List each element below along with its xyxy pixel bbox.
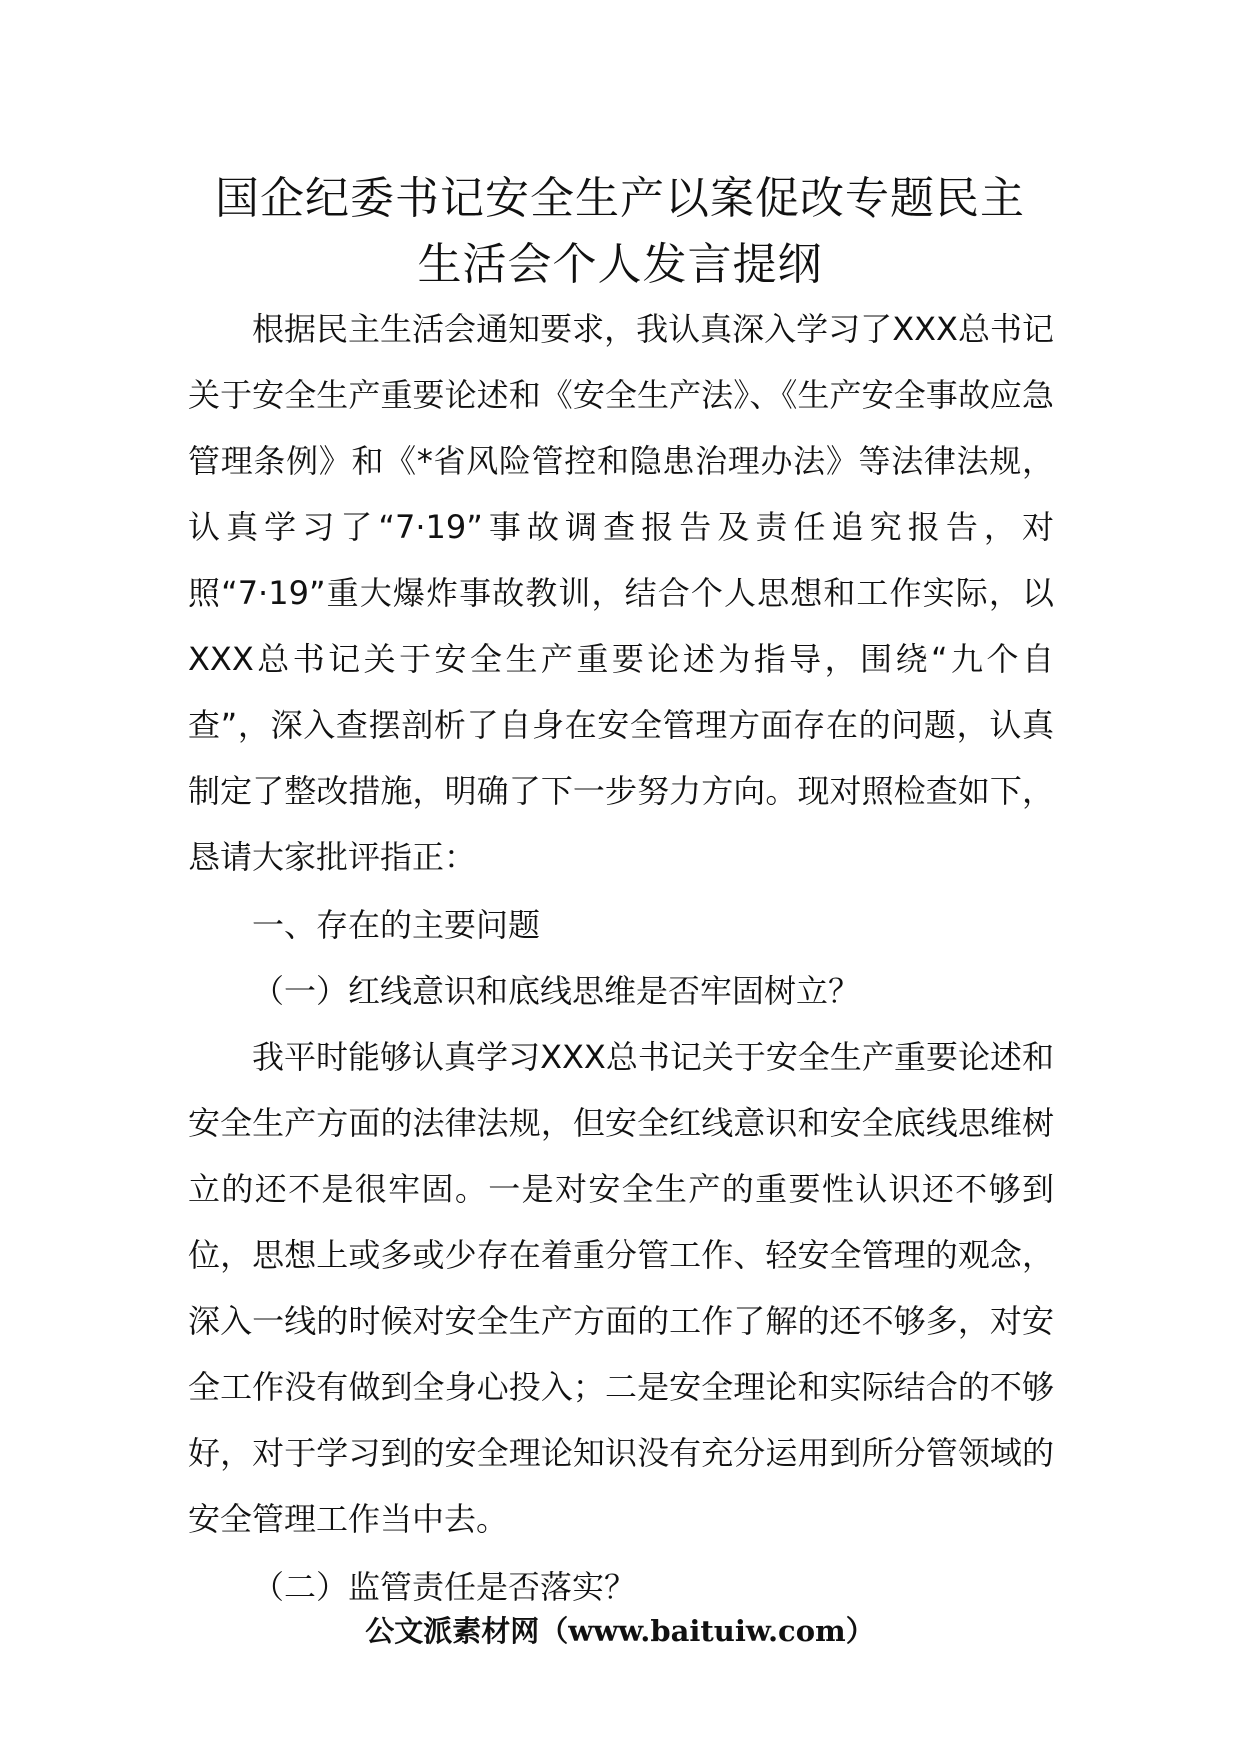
- document-title-line-1: 国企纪委书记安全生产以案促改专题民主: [215, 173, 1025, 224]
- intro-paragraph: 根据民主生活会通知要求，我认真深入学习了XXX总书记关于安全生产重要论述和《安全生产法》、《生产安全事故应急管理条例》和《*省风险管控和隐患治理办法》等法律法规，认真学习了“7·19”事故调查报告及责任追究报告，对照“7·19”重大爆炸事故教训，结合个人思想和工作实际，以XXX总书记关于安全生产重要论述为指导，围绕“九个自查”，深入查摆剖析了自身在安全管理方面存在的问题，认真制定了整改措施，明确了下一步努力方向。现对照检查如下，恳请大家批评指正：: [188, 310, 1054, 876]
- subsection-heading-1: （一）红线意识和底线思维是否牢固树立？: [252, 972, 861, 1010]
- subsection-1-paragraph: 我平时能够认真学习XXX总书记关于安全生产重要论述和安全生产方面的法律法规，但安全红线意识和安全底线思维树立的还不是很牢固。一是对安全生产的重要性认识还不够到位，思想上或多或少存在着重分管工作、轻安全管理的观念，深入一线的时候对安全生产方面的工作了解的还不够多，对安全工作没有做到全身心投入；二是安全理论和实际结合的不够好，对于学习到的安全理论知识没有充分运用到所分管领域的安全管理工作当中去。: [188, 1038, 1054, 1538]
- document-body: [188, 296, 1054, 1620]
- document-title-line-2: 生活会个人发言提纲: [417, 239, 823, 290]
- subsection-heading-2: （二）监管责任是否落实？: [252, 1568, 637, 1606]
- section-heading-main-problems: 一、存在的主要问题: [252, 906, 541, 944]
- footer-watermark: 公文派素材网（www.baituiw.com）: [365, 1614, 875, 1648]
